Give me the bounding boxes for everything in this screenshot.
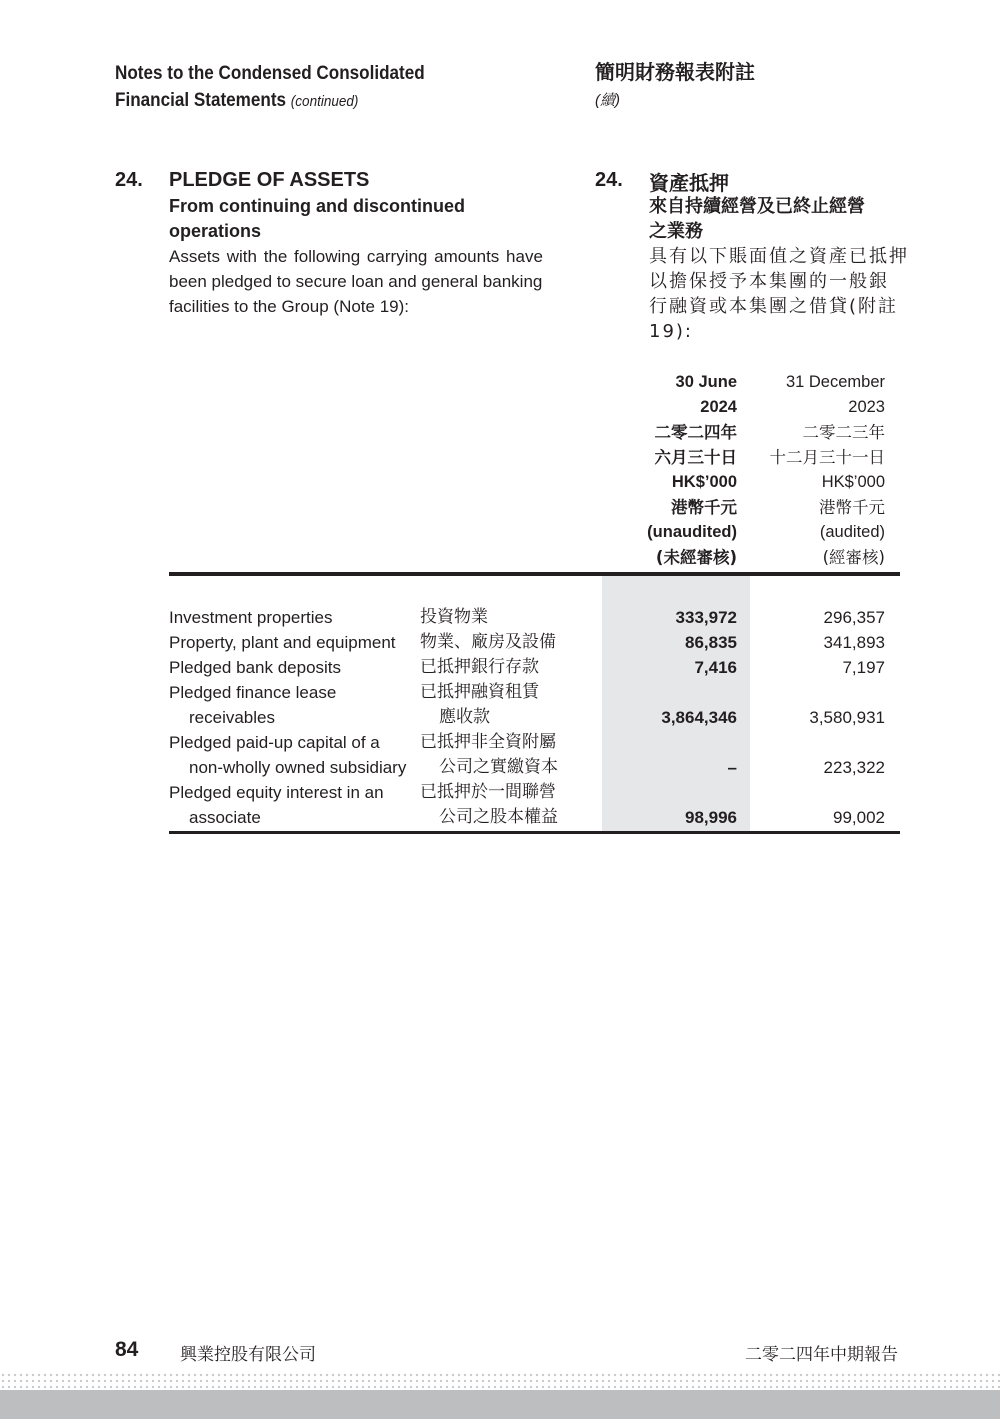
col1-date-zh: 六月三十日 (654, 448, 737, 467)
row-value-2024: 98,996 (685, 808, 737, 827)
row-value-2023: 341,893 (823, 633, 885, 652)
body-zh-line1: 具有以下賬面值之資產已抵押 (649, 246, 909, 267)
col1-audit-status: (unaudited) (647, 523, 737, 541)
col2-year: 2023 (848, 398, 885, 416)
footer-report-name: 二零二四年中期報告 (745, 1345, 898, 1365)
row-label-zh: 已抵押融資租賃 (420, 682, 539, 702)
table-row-continuation (169, 705, 900, 730)
table-row (169, 730, 900, 755)
row-label-en: Pledged bank deposits (169, 658, 342, 677)
row-value-2024: 3,864,346 (661, 708, 737, 727)
section-body-chinese (649, 244, 909, 344)
row-value-2023: 3,580,931 (809, 708, 885, 727)
col1-unit: HK$’000 (671, 473, 737, 491)
col1-year: 2024 (700, 398, 737, 416)
section-subtitle (169, 194, 465, 244)
row-label-en-cont: non-wholly owned subsidiary (189, 758, 407, 777)
row-label-zh-cont: 應收款 (439, 707, 490, 727)
col2-audit-status: (audited) (819, 523, 885, 541)
footer-company-name: 興業控股有限公司 (180, 1345, 316, 1365)
row-label-en-cont: receivables (189, 708, 275, 727)
row-label-en: Pledged paid-up capital of a (169, 733, 380, 752)
col2-year-zh: 二零二三年 (802, 423, 885, 442)
section-number-zh: 24. (595, 169, 623, 191)
table-row (169, 655, 900, 680)
row-value-2023: 223,322 (823, 758, 885, 777)
row-value-2024: – (727, 758, 737, 777)
row-value-2024: 7,416 (694, 658, 737, 677)
table-top-rule (169, 572, 900, 576)
footer-dot-pattern (0, 1372, 1000, 1390)
subtitle-line2: operations (169, 221, 262, 241)
row-label-zh-cont: 公司之股本權益 (439, 807, 558, 827)
footer-grey-band (0, 1390, 1000, 1419)
subtitle-zh-line1: 來自持續經營及已終止經營 (649, 196, 865, 217)
col1-audit-status-zh: (未經審核) (655, 548, 737, 567)
section-title-zh: 資產抵押 (649, 171, 729, 195)
col1-unit-zh: 港幣千元 (671, 498, 737, 517)
row-label-zh: 投資物業 (420, 607, 488, 627)
col1-date: 30 June (675, 373, 737, 391)
header-en-line1: Notes to the Condensed Consolidated (115, 63, 425, 84)
table-row-continuation (169, 805, 900, 830)
row-label-en-cont: associate (189, 808, 261, 827)
col2-audit-status-zh: (經審核) (822, 548, 885, 567)
row-label-en: Pledged finance lease (169, 683, 337, 702)
col2-unit: HK$’000 (821, 473, 885, 491)
col2-date: 31 December (785, 373, 885, 391)
col2-date-zh: 十二月三十一日 (769, 448, 885, 467)
subtitle-line1: From continuing and discontinued (169, 196, 465, 216)
row-value-2024: 333,972 (675, 608, 737, 627)
row-label-en: Property, plant and equipment (169, 633, 396, 652)
header-chinese-title: 簡明財務報表附註 (595, 60, 755, 84)
body-zh-line4: 19): (649, 321, 693, 342)
section-number: 24. (115, 169, 143, 191)
col1-year-zh: 二零二四年 (654, 423, 737, 442)
row-label-zh: 已抵押銀行存款 (420, 657, 539, 677)
row-label-en: Investment properties (169, 608, 333, 627)
row-label-zh: 已抵押非全資附屬 (420, 732, 556, 752)
page-number: 84 (115, 1338, 139, 1361)
body-zh-line2: 以擔保授予本集團的一般銀 (649, 271, 889, 292)
body-line2: been pledged to secure loan and general banking (169, 272, 543, 291)
row-label-zh-cont: 公司之實繳資本 (439, 757, 558, 777)
row-value-2023: 7,197 (842, 658, 885, 677)
table-row (169, 680, 900, 705)
row-value-2023: 296,357 (823, 608, 885, 627)
table-row-continuation (169, 755, 900, 780)
row-label-en: Pledged equity interest in an (169, 783, 384, 802)
col2-unit-zh: 港幣千元 (819, 498, 885, 517)
table-row (169, 605, 900, 630)
section-body-english (169, 244, 561, 319)
table-bottom-rule (169, 831, 900, 834)
header-chinese-continued: (續) (595, 92, 620, 109)
row-value-2024: 86,835 (685, 633, 737, 652)
section-subtitle-zh (649, 194, 865, 244)
body-line3: facilities to the Group (Note 19): (169, 297, 410, 316)
section-title: PLEDGE OF ASSETS (169, 169, 370, 191)
column-header-2024 (647, 370, 737, 570)
table-row (169, 630, 900, 655)
row-label-zh: 物業、廠房及設備 (420, 632, 556, 652)
body-zh-line3: 行融資或本集團之借貸(附註 (649, 296, 899, 317)
column-header-2023 (770, 370, 886, 570)
row-label-zh: 已抵押於一間聯營 (420, 782, 556, 802)
header-english-title (115, 60, 425, 115)
body-line1: Assets with the following carrying amounts have (169, 247, 543, 266)
table-row (169, 780, 900, 805)
header-en-continued: (continued) (290, 93, 359, 110)
subtitle-zh-line2: 之業務 (649, 221, 703, 242)
row-value-2023: 99,002 (833, 808, 885, 827)
header-en-line2: Financial Statements (continued) (115, 90, 359, 111)
